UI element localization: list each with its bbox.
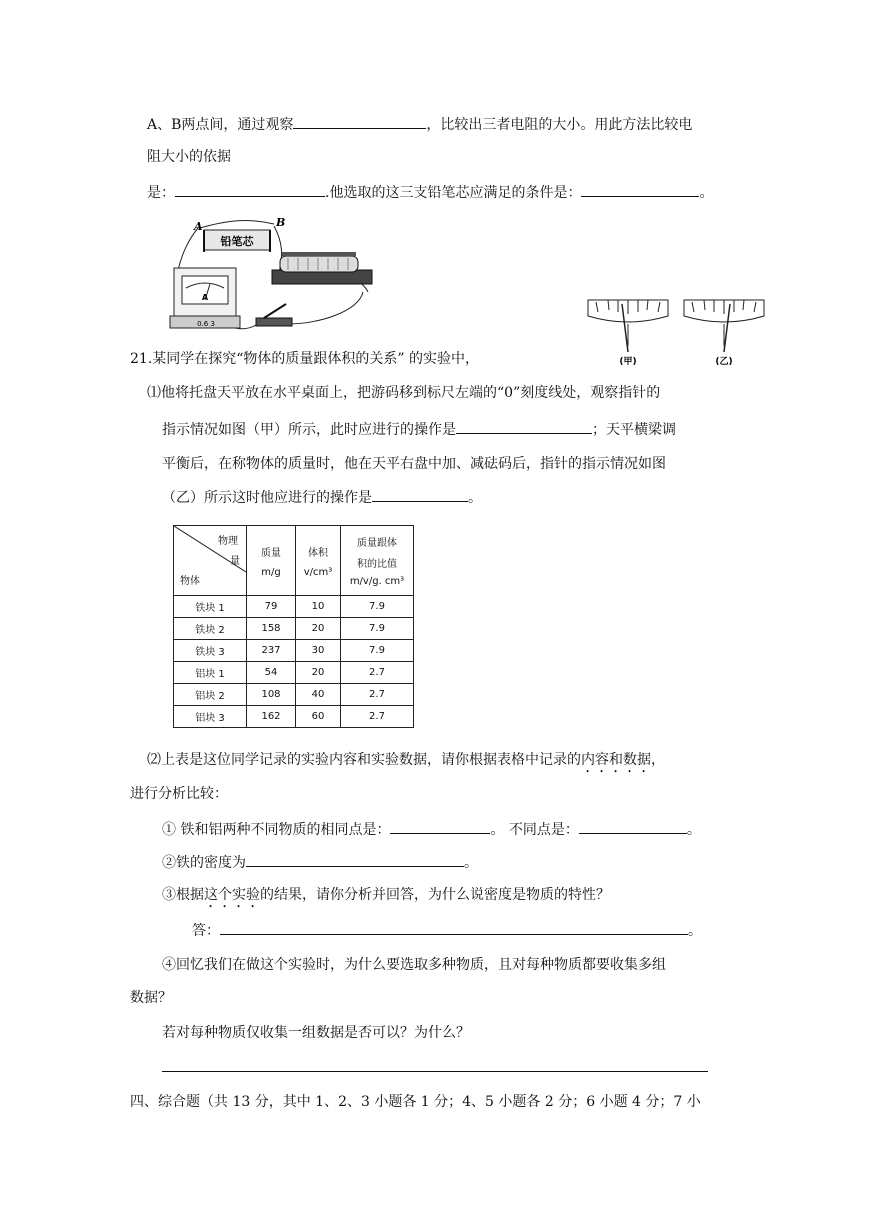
sub-question-4-line3: 若对每种物质仅收集一组数据是否可以？为什么？	[162, 1025, 470, 1041]
sub-question-3: ③根据这个实验的结果，请你分析并回答，为什么说密度是物质的特性？	[162, 887, 610, 903]
table-header-row	[174, 526, 414, 596]
table-row: 铝块 2 108 40 2.7	[174, 684, 414, 706]
q21-p1-line3: 平衡后，在称物体的质量时，他在天平右盘中加、减砝码后，指针的指示情况如图	[162, 456, 666, 472]
observe-blank[interactable]	[293, 114, 426, 129]
basis-blank[interactable]	[175, 182, 325, 197]
scale-jia-label: (甲)	[619, 357, 637, 366]
operation-jia-blank[interactable]	[456, 419, 592, 434]
ammeter-scale: 0.6 3	[197, 320, 215, 328]
q21-p1-line1: ⑴他将托盘天平放在水平桌面上，把游码移到标尺左端的“0”刻度线处，观察指针的	[147, 385, 661, 401]
point-b-label: B	[276, 216, 286, 229]
condition-blank[interactable]	[581, 182, 699, 197]
scale-yi-label: (乙)	[715, 357, 733, 366]
circuit-figure	[168, 212, 378, 336]
iron-density-blank[interactable]	[246, 852, 464, 867]
data-table	[173, 525, 414, 728]
table-header-ratio: 质量跟体 积的比值 m/v/g. cm³	[341, 526, 414, 596]
table-row: 铝块 1 54 20 2.7	[174, 662, 414, 684]
scale-yi	[684, 300, 764, 366]
sub-question-4-line2: 数据？	[130, 990, 172, 1006]
sub-question-1: ① 铁和铝两种不同物质的相同点是： 。 不同点是： 。	[162, 819, 701, 840]
table-header-volume: 体积 v/cm³	[296, 526, 341, 596]
pencil-label: 铅笔芯	[220, 235, 254, 248]
same-point-blank[interactable]	[390, 819, 490, 834]
balance-scales-figure	[584, 294, 770, 366]
q20-line2: 阻大小的依据	[147, 149, 231, 165]
q21-p2-line1: ⑵上表是这位同学记录的实验内容和实验数据，请你根据表格中记录的内容和数据，	[147, 752, 665, 768]
point-a-label: A	[194, 220, 203, 233]
difference-blank[interactable]	[579, 819, 687, 834]
q21-title: 21.某同学在探究“物体的质量跟体积的关系” 的实验中，	[130, 351, 480, 367]
table-row: 铁块 1 79 10 7.9	[174, 596, 414, 618]
q21-p2-line2: 进行分析比较：	[130, 786, 228, 802]
sub-question-4-answer-blank[interactable]	[162, 1071, 708, 1072]
sub-question-2: ②铁的密度为 。	[162, 852, 478, 873]
operation-yi-blank[interactable]	[372, 487, 468, 502]
q21-p1-line2: 指示情况如图（甲）所示，此时应进行的操作是 ；天平横梁调	[162, 419, 676, 440]
table-row: 铝块 3 162 60 2.7	[174, 706, 414, 728]
answer-blank[interactable]	[220, 920, 688, 935]
table-header-mass: 质量 m/g	[247, 526, 296, 596]
q21-p1-line4: （乙）所示这时他应进行的操作是 。	[162, 487, 482, 508]
table-row: 铁块 3 237 30 7.9	[174, 640, 414, 662]
table-diagonal-header: 物理 量 物体	[174, 526, 247, 596]
q20-line1: A、B两点间，通过观察 ，比较出三者电阻的大小。用此方法比较电	[147, 114, 692, 135]
table-row: 铁块 2 158 20 7.9	[174, 618, 414, 640]
q20-line3: 是： .他选取的这三支铅笔芯应满足的条件是： 。	[147, 182, 713, 203]
scale-jia	[588, 300, 668, 366]
sub-question-4-line1: ④回忆我们在做这个实验时，为什么要选取多种物质，且对每种物质都要收集多组	[162, 957, 666, 973]
section-4-heading: 四、综合题（共 13 分，其中 1、2、3 小题各 1 分；4、5 小题各 2 分；6 小题 4 分；7 小	[130, 1094, 701, 1110]
ammeter-label: A	[201, 293, 209, 302]
answer-line: 答： 。	[192, 920, 702, 941]
